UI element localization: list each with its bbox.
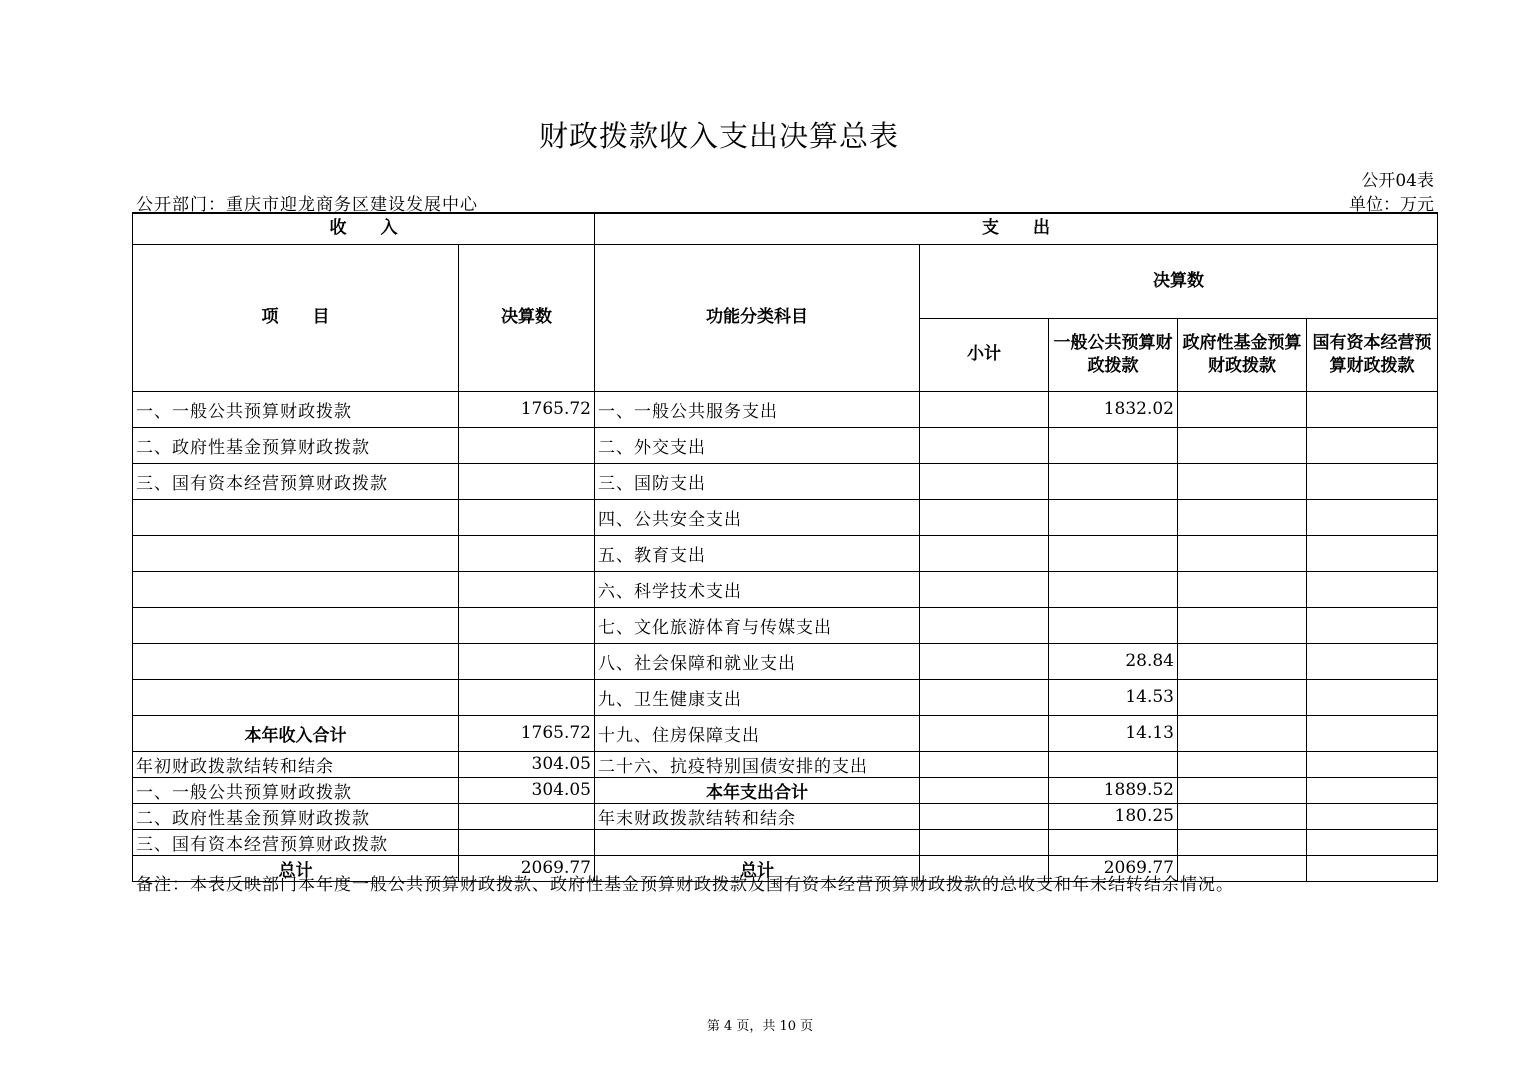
expense-header: 支 出 bbox=[595, 213, 1438, 244]
function-category-cell: 二、外交支出 bbox=[595, 427, 920, 463]
income-item-cell: 三、国有资本经营预算财政拨款 bbox=[133, 829, 459, 855]
income-amount-cell bbox=[459, 829, 595, 855]
subtotal-cell bbox=[920, 607, 1049, 643]
gov-fund-cell bbox=[1178, 715, 1307, 751]
function-category-cell: 五、教育支出 bbox=[595, 535, 920, 571]
function-category-cell: 三、国防支出 bbox=[595, 463, 920, 499]
gov-fund-cell bbox=[1178, 499, 1307, 535]
income-item-cell bbox=[133, 607, 459, 643]
subtotal-cell bbox=[920, 715, 1049, 751]
function-category-cell: 二十六、抗疫特别国债安排的支出 bbox=[595, 751, 920, 777]
subtotal-cell bbox=[920, 571, 1049, 607]
subtotal-cell bbox=[920, 427, 1049, 463]
general-budget-cell bbox=[1049, 463, 1178, 499]
subtotal-cell bbox=[920, 679, 1049, 715]
income-amount-cell bbox=[459, 427, 595, 463]
subtotal-cell bbox=[920, 643, 1049, 679]
income-amount-cell bbox=[459, 463, 595, 499]
gov-fund-cell bbox=[1178, 803, 1307, 829]
table-row bbox=[133, 803, 1438, 829]
function-category-cell: 一、一般公共服务支出 bbox=[595, 391, 920, 427]
income-item-cell bbox=[133, 643, 459, 679]
gov-fund-cell bbox=[1178, 535, 1307, 571]
table-row bbox=[133, 607, 1438, 643]
table-row bbox=[133, 391, 1438, 427]
subtotal-header: 小计 bbox=[920, 318, 1049, 391]
income-item-cell bbox=[133, 571, 459, 607]
general-budget-cell: 2069.77 bbox=[1049, 855, 1178, 881]
income-amount-cell: 1765.72 bbox=[459, 391, 595, 427]
gov-fund-cell bbox=[1178, 391, 1307, 427]
table-row bbox=[133, 499, 1438, 535]
table-row bbox=[133, 715, 1438, 751]
form-number: 公开04表 bbox=[1361, 171, 1434, 191]
general-budget-cell bbox=[1049, 427, 1178, 463]
general-budget-cell bbox=[1049, 571, 1178, 607]
table-row bbox=[133, 643, 1438, 679]
general-budget-cell: 14.13 bbox=[1049, 715, 1178, 751]
income-amount-cell: 1765.72 bbox=[459, 715, 595, 751]
function-category-cell: 年末财政拨款结转和结余 bbox=[595, 803, 920, 829]
gov-fund-cell bbox=[1178, 571, 1307, 607]
income-amount-cell bbox=[459, 803, 595, 829]
final-amount-header: 决算数 bbox=[920, 244, 1438, 318]
subtotal-cell bbox=[920, 499, 1049, 535]
income-amount-cell bbox=[459, 535, 595, 571]
state-capital-cell bbox=[1307, 855, 1438, 881]
table-row bbox=[133, 751, 1438, 777]
state-capital-cell bbox=[1307, 391, 1438, 427]
gov-fund-cell bbox=[1178, 777, 1307, 803]
income-header: 收 入 bbox=[133, 213, 595, 244]
income-item-cell: 二、政府性基金预算财政拨款 bbox=[133, 803, 459, 829]
general-budget-header: 一般公共预算财政拨款 bbox=[1049, 318, 1178, 391]
income-item-cell: 三、国有资本经营预算财政拨款 bbox=[133, 463, 459, 499]
state-capital-header: 国有资本经营预算财政拨款 bbox=[1307, 318, 1438, 391]
income-amount-cell bbox=[459, 679, 595, 715]
general-budget-cell bbox=[1049, 607, 1178, 643]
state-capital-cell bbox=[1307, 499, 1438, 535]
subtotal-cell bbox=[920, 391, 1049, 427]
state-capital-cell bbox=[1307, 535, 1438, 571]
page-footer: 第 4 页，共 10 页 bbox=[706, 1019, 814, 1034]
state-capital-cell bbox=[1307, 679, 1438, 715]
gov-fund-cell bbox=[1178, 751, 1307, 777]
table-row bbox=[133, 427, 1438, 463]
income-item-cell: 年初财政拨款结转和结余 bbox=[133, 751, 459, 777]
income-amount-cell bbox=[459, 607, 595, 643]
income-item-cell: 一、一般公共预算财政拨款 bbox=[133, 391, 459, 427]
state-capital-cell bbox=[1307, 751, 1438, 777]
table-row bbox=[133, 571, 1438, 607]
final-accounts-table bbox=[132, 212, 1438, 882]
income-amount-cell: 304.05 bbox=[459, 777, 595, 803]
state-capital-cell bbox=[1307, 427, 1438, 463]
income-item-cell: 本年收入合计 bbox=[133, 715, 459, 751]
subtotal-cell bbox=[920, 829, 1049, 855]
state-capital-cell bbox=[1307, 803, 1438, 829]
function-category-header: 功能分类科目 bbox=[595, 244, 920, 391]
table-note: 备注：本表反映部门本年度一般公共预算财政拨款、政府性基金预算财政拨款及国有资本经营预算财政拨款的总收支和年末结转结余情况。 bbox=[136, 875, 1234, 895]
state-capital-cell bbox=[1307, 463, 1438, 499]
general-budget-cell: 1889.52 bbox=[1049, 777, 1178, 803]
function-category-cell: 六、科学技术支出 bbox=[595, 571, 920, 607]
unit-label: 单位：万元 bbox=[1349, 195, 1434, 215]
gov-fund-header: 政府性基金预算财政拨款 bbox=[1178, 318, 1307, 391]
general-budget-cell: 28.84 bbox=[1049, 643, 1178, 679]
general-budget-cell bbox=[1049, 535, 1178, 571]
income-item-cell bbox=[133, 679, 459, 715]
income-amount-cell bbox=[459, 571, 595, 607]
function-category-cell bbox=[595, 829, 920, 855]
state-capital-cell bbox=[1307, 607, 1438, 643]
function-category-cell: 总计 bbox=[595, 855, 920, 881]
subtotal-cell bbox=[920, 535, 1049, 571]
income-item-cell: 总计 bbox=[133, 855, 459, 881]
function-category-cell: 七、文化旅游体育与传媒支出 bbox=[595, 607, 920, 643]
function-category-cell: 四、公共安全支出 bbox=[595, 499, 920, 535]
function-category-cell: 本年支出合计 bbox=[595, 777, 920, 803]
gov-fund-cell bbox=[1178, 679, 1307, 715]
income-amount-cell bbox=[459, 499, 595, 535]
state-capital-cell bbox=[1307, 571, 1438, 607]
table-row bbox=[133, 829, 1438, 855]
income-item-cell bbox=[133, 535, 459, 571]
gov-fund-cell bbox=[1178, 829, 1307, 855]
gov-fund-cell bbox=[1178, 607, 1307, 643]
income-item-cell bbox=[133, 499, 459, 535]
page-title: 财政拨款收入支出决算总表 bbox=[538, 119, 899, 153]
function-category-cell: 八、社会保障和就业支出 bbox=[595, 643, 920, 679]
item-header: 项 目 bbox=[133, 244, 459, 391]
subtotal-cell bbox=[920, 751, 1049, 777]
general-budget-cell bbox=[1049, 829, 1178, 855]
general-budget-cell bbox=[1049, 499, 1178, 535]
table-row bbox=[133, 777, 1438, 803]
income-item-cell: 二、政府性基金预算财政拨款 bbox=[133, 427, 459, 463]
subtotal-cell bbox=[920, 463, 1049, 499]
gov-fund-cell bbox=[1178, 427, 1307, 463]
table-row bbox=[133, 463, 1438, 499]
state-capital-cell bbox=[1307, 715, 1438, 751]
general-budget-cell: 14.53 bbox=[1049, 679, 1178, 715]
income-item-cell: 一、一般公共预算财政拨款 bbox=[133, 777, 459, 803]
department-label: 公开部门：重庆市迎龙商务区建设发展中心 bbox=[136, 195, 478, 215]
amount-header: 决算数 bbox=[459, 244, 595, 391]
general-budget-cell bbox=[1049, 751, 1178, 777]
table-row bbox=[133, 679, 1438, 715]
gov-fund-cell bbox=[1178, 643, 1307, 679]
state-capital-cell bbox=[1307, 829, 1438, 855]
gov-fund-cell bbox=[1178, 463, 1307, 499]
table-row bbox=[133, 535, 1438, 571]
state-capital-cell bbox=[1307, 777, 1438, 803]
state-capital-cell bbox=[1307, 643, 1438, 679]
function-category-cell: 九、卫生健康支出 bbox=[595, 679, 920, 715]
general-budget-cell: 1832.02 bbox=[1049, 391, 1178, 427]
income-amount-cell bbox=[459, 643, 595, 679]
income-amount-cell: 304.05 bbox=[459, 751, 595, 777]
income-amount-cell: 2069.77 bbox=[459, 855, 595, 881]
general-budget-cell: 180.25 bbox=[1049, 803, 1178, 829]
function-category-cell: 十九、住房保障支出 bbox=[595, 715, 920, 751]
subtotal-cell bbox=[920, 777, 1049, 803]
subtotal-cell bbox=[920, 803, 1049, 829]
